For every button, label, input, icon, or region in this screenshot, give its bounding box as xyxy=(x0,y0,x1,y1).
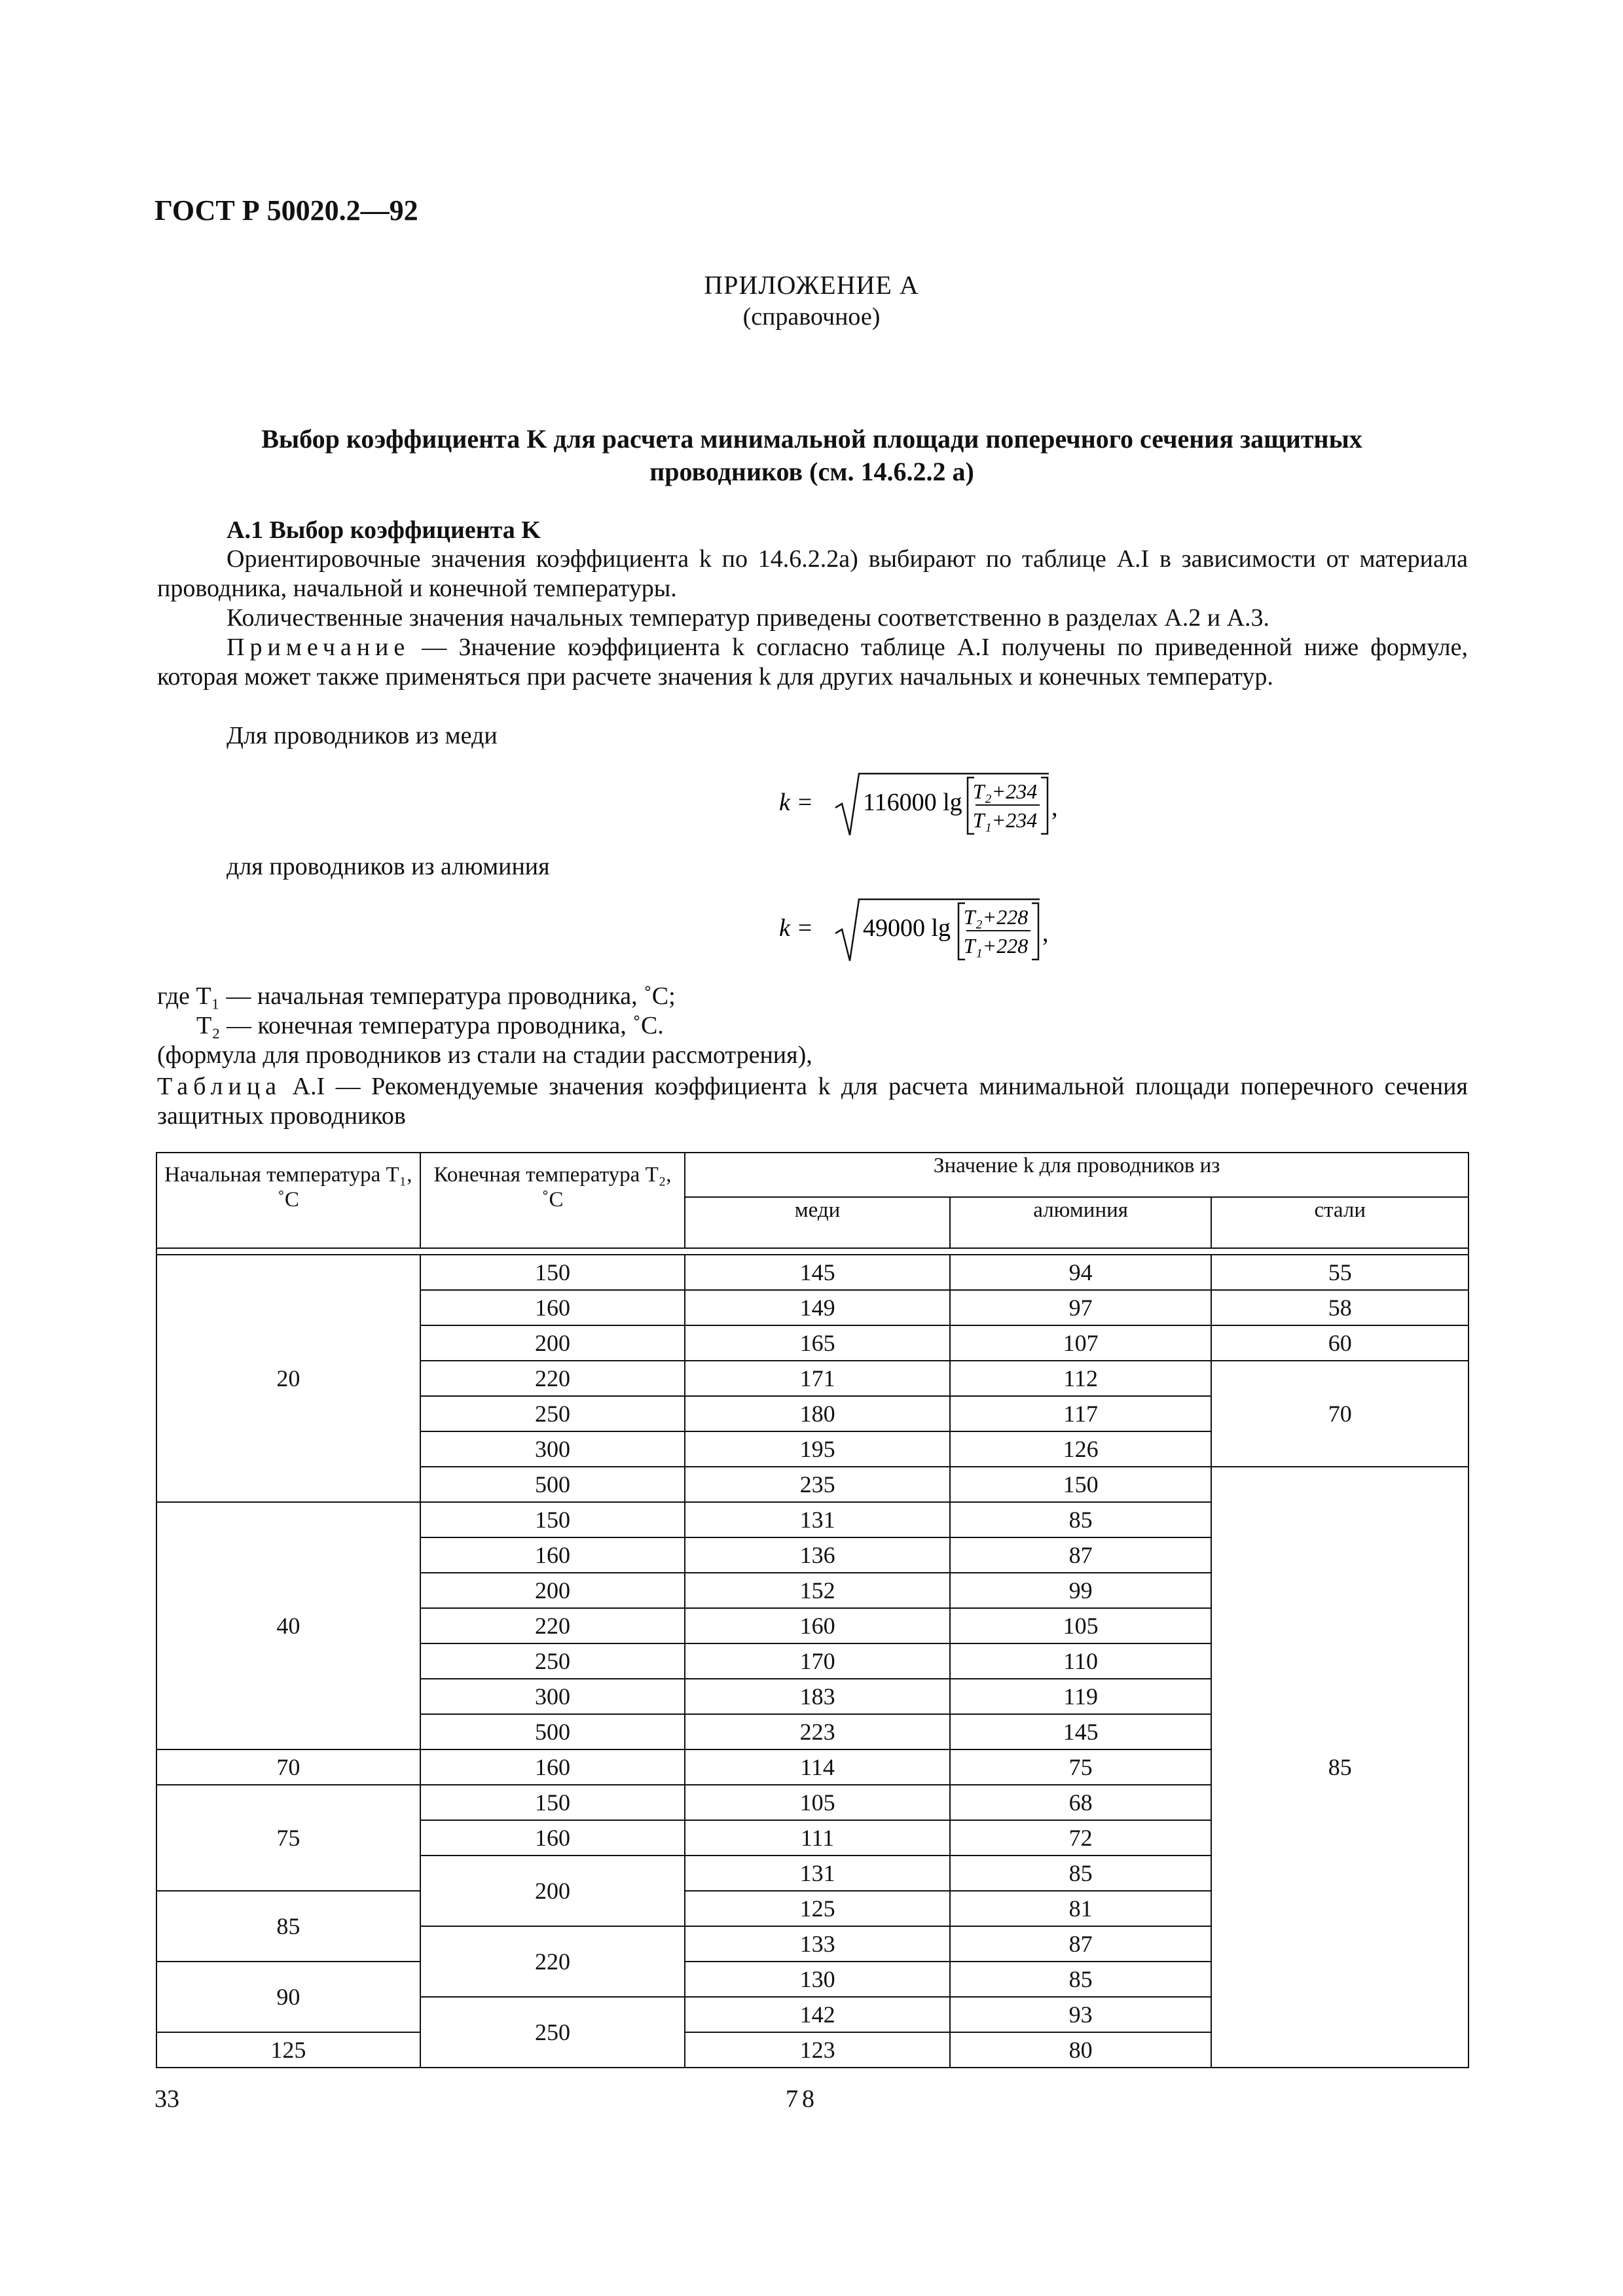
final-temp-cell: 200 xyxy=(420,1573,685,1608)
final-temp-cell: 220 xyxy=(420,1608,685,1643)
copper-tail: , xyxy=(1051,794,1058,821)
initial-temp-cell: 85 xyxy=(156,1891,420,1962)
copper-k-cell: 235 xyxy=(685,1467,950,1502)
aluminium-k-cell: 75 xyxy=(950,1749,1212,1785)
final-temp-cell: 150 xyxy=(420,1502,685,1537)
right-bracket xyxy=(1041,778,1048,834)
final-temp-cell: 200 xyxy=(420,1856,685,1926)
aluminium-k-cell: 107 xyxy=(950,1325,1212,1361)
copper-denominator: T₁+234 xyxy=(972,808,1038,832)
steel-k-cell: 70 xyxy=(1211,1361,1468,1467)
copper-k-cell: 105 xyxy=(685,1785,950,1820)
aluminium-label: для проводников из алюминия xyxy=(227,853,550,880)
copper-k-cell: 133 xyxy=(685,1926,950,1962)
aluminium-k-cell: 105 xyxy=(950,1608,1212,1643)
aluminium-k-cell: 68 xyxy=(950,1785,1212,1820)
initial-temp-cell: 40 xyxy=(156,1502,420,1749)
header-initial-temp: Начальная температура T₁, ˚С xyxy=(156,1153,420,1248)
copper-k-cell: 195 xyxy=(685,1431,950,1467)
copper-k-cell: 170 xyxy=(685,1643,950,1679)
steel-note: (формула для проводников из стали на стадии рассмотрения), xyxy=(157,1041,812,1069)
aluminium-k-cell: 112 xyxy=(950,1361,1212,1396)
initial-temp-cell: 20 xyxy=(156,1255,420,1502)
definition-t1: где T₁ — начальная температура проводника, ˚С; xyxy=(157,982,676,1010)
k-eq: k = xyxy=(779,914,814,942)
annex-title: ПРИЛОЖЕНИЕ А xyxy=(704,270,919,300)
copper-k-cell: 114 xyxy=(685,1749,950,1785)
aluminium-k-cell: 85 xyxy=(950,1962,1212,1997)
copper-k-cell: 142 xyxy=(685,1997,950,2032)
final-temp-cell: 160 xyxy=(420,1290,685,1325)
note-paragraph xyxy=(157,633,1468,692)
final-temp-cell: 500 xyxy=(420,1714,685,1749)
main-title-line1: Выбор коэффициента K для расчета минимальной площади поперечного сечения защитных xyxy=(261,424,1362,454)
copper-k-cell: 152 xyxy=(685,1573,950,1608)
k-coefficient-table xyxy=(156,1152,1469,2068)
header-k-group: Значение k для проводников из xyxy=(685,1153,1468,1197)
copper-k-cell: 131 xyxy=(685,1502,950,1537)
copper-k-cell: 145 xyxy=(685,1255,950,1290)
final-temp-cell: 160 xyxy=(420,1537,685,1573)
aluminium-k-cell: 97 xyxy=(950,1290,1212,1325)
paragraph-2: Количественные значения начальных температур приведены соответственно в разделах А.2 и А.3. xyxy=(227,604,1270,632)
copper-k-cell: 111 xyxy=(685,1820,950,1856)
right-bracket xyxy=(1032,903,1038,960)
table-caption-text: А.I — Рекомендуемые значения коэффициента k для расчета минимальной площади поперечного сечения защитных проводников xyxy=(157,1073,1468,1130)
annex-main-title xyxy=(196,423,1427,488)
steel-k-cell: 55 xyxy=(1211,1255,1468,1290)
aluminium-k-cell: 81 xyxy=(950,1891,1212,1926)
final-temp-cell: 500 xyxy=(420,1467,685,1502)
final-temp-cell: 160 xyxy=(420,1749,685,1785)
copper-k-cell: 130 xyxy=(685,1962,950,1997)
header-copper: меди xyxy=(685,1197,950,1248)
table-row xyxy=(156,1255,1468,1290)
copper-k-cell: 131 xyxy=(685,1856,950,1891)
copper-k-cell: 180 xyxy=(685,1396,950,1431)
final-temp-cell: 150 xyxy=(420,1785,685,1820)
header-steel: стали xyxy=(1211,1197,1468,1248)
copper-k-cell: 149 xyxy=(685,1290,950,1325)
final-temp-cell: 200 xyxy=(420,1325,685,1361)
copper-k-cell: 165 xyxy=(685,1325,950,1361)
aluminium-k-cell: 85 xyxy=(950,1502,1212,1537)
aluminium-denominator: T₁+228 xyxy=(963,934,1029,958)
table-body xyxy=(156,1255,1468,2068)
header-aluminium: алюминия xyxy=(950,1197,1212,1248)
steel-k-cell: 60 xyxy=(1211,1325,1468,1361)
final-temp-cell: 300 xyxy=(420,1431,685,1467)
paragraph-1: Ориентировочные значения коэффициента k по 14.6.2.2а) выбирают по таблице А.I в зависимости от материала проводника, начальной и конечной температуры. xyxy=(157,545,1468,602)
steel-k-cell: 85 xyxy=(1211,1467,1468,2068)
initial-temp-cell: 70 xyxy=(156,1749,420,1785)
page-number: 78 xyxy=(786,2085,818,2113)
final-temp-cell: 220 xyxy=(420,1926,685,1997)
aluminium-k-cell: 110 xyxy=(950,1643,1212,1679)
initial-temp-cell: 90 xyxy=(156,1962,420,2032)
section-heading: А.1 Выбор коэффициента K xyxy=(227,516,541,544)
aluminium-k-cell: 150 xyxy=(950,1467,1212,1502)
aluminium-k-cell: 99 xyxy=(950,1573,1212,1608)
main-title-line2: проводников (см. 14.6.2.2 а) xyxy=(649,457,974,486)
copper-formula-graphic xyxy=(779,767,1080,846)
aluminium-tail: , xyxy=(1042,920,1049,947)
final-temp-cell: 250 xyxy=(420,1997,685,2068)
aluminium-k-cell: 119 xyxy=(950,1679,1212,1714)
steel-k-cell: 58 xyxy=(1211,1290,1468,1325)
aluminium-k-cell: 85 xyxy=(950,1856,1212,1891)
aluminium-k-cell: 87 xyxy=(950,1537,1212,1573)
copper-k-cell: 125 xyxy=(685,1891,950,1926)
footer-left-number: 33 xyxy=(155,2085,179,2113)
copper-k-cell: 123 xyxy=(685,2032,950,2068)
aluminium-formula xyxy=(779,893,1080,978)
k-eq: k = xyxy=(779,789,814,816)
copper-numerator: T₂+234 xyxy=(972,780,1038,803)
copper-k-cell: 160 xyxy=(685,1608,950,1643)
aluminium-k-cell: 72 xyxy=(950,1820,1212,1856)
aluminium-formula-graphic xyxy=(779,893,1080,971)
aluminium-k-cell: 80 xyxy=(950,2032,1212,2068)
aluminium-k-cell: 126 xyxy=(950,1431,1212,1467)
aluminium-coef: 49000 lg xyxy=(863,914,951,942)
copper-k-cell: 136 xyxy=(685,1537,950,1573)
table-caption-label: Таблица xyxy=(157,1073,282,1100)
copper-k-cell: 171 xyxy=(685,1361,950,1396)
note-text: — Значение коэффициента k согласно таблице А.I получены по приведенной ниже формуле, которая может также применяться при расчете значения k для других начальных и конечных температур. xyxy=(157,634,1468,691)
header-final-temp: Конечная температура T₂, ˚С xyxy=(420,1153,685,1248)
aluminium-k-cell: 117 xyxy=(950,1396,1212,1431)
final-temp-cell: 250 xyxy=(420,1396,685,1431)
aluminium-k-cell: 94 xyxy=(950,1255,1212,1290)
final-temp-cell: 300 xyxy=(420,1679,685,1714)
annex-kind: (справочное) xyxy=(742,303,881,331)
aluminium-numerator: T₂+228 xyxy=(963,905,1029,929)
copper-k-cell: 183 xyxy=(685,1679,950,1714)
copper-formula xyxy=(779,767,1080,852)
final-temp-cell: 250 xyxy=(420,1643,685,1679)
initial-temp-cell: 75 xyxy=(156,1785,420,1891)
final-temp-cell: 160 xyxy=(420,1820,685,1856)
definition-t2: T₂ — конечная температура проводника, ˚С. xyxy=(196,1012,664,1039)
aluminium-k-cell: 145 xyxy=(950,1714,1212,1749)
aluminium-k-cell: 87 xyxy=(950,1926,1212,1962)
document-code: ГОСТ Р 50020.2—92 xyxy=(155,194,418,226)
initial-temp-cell: 125 xyxy=(156,2032,420,2068)
header-separator xyxy=(156,1248,1468,1255)
aluminium-k-cell: 93 xyxy=(950,1997,1212,2032)
copper-label: Для проводников из меди xyxy=(227,722,498,749)
table-caption xyxy=(157,1072,1468,1131)
final-temp-cell: 220 xyxy=(420,1361,685,1396)
copper-k-cell: 223 xyxy=(685,1714,950,1749)
copper-coef: 116000 lg xyxy=(863,789,962,816)
final-temp-cell: 150 xyxy=(420,1255,685,1290)
note-label: Примечание xyxy=(227,634,410,661)
